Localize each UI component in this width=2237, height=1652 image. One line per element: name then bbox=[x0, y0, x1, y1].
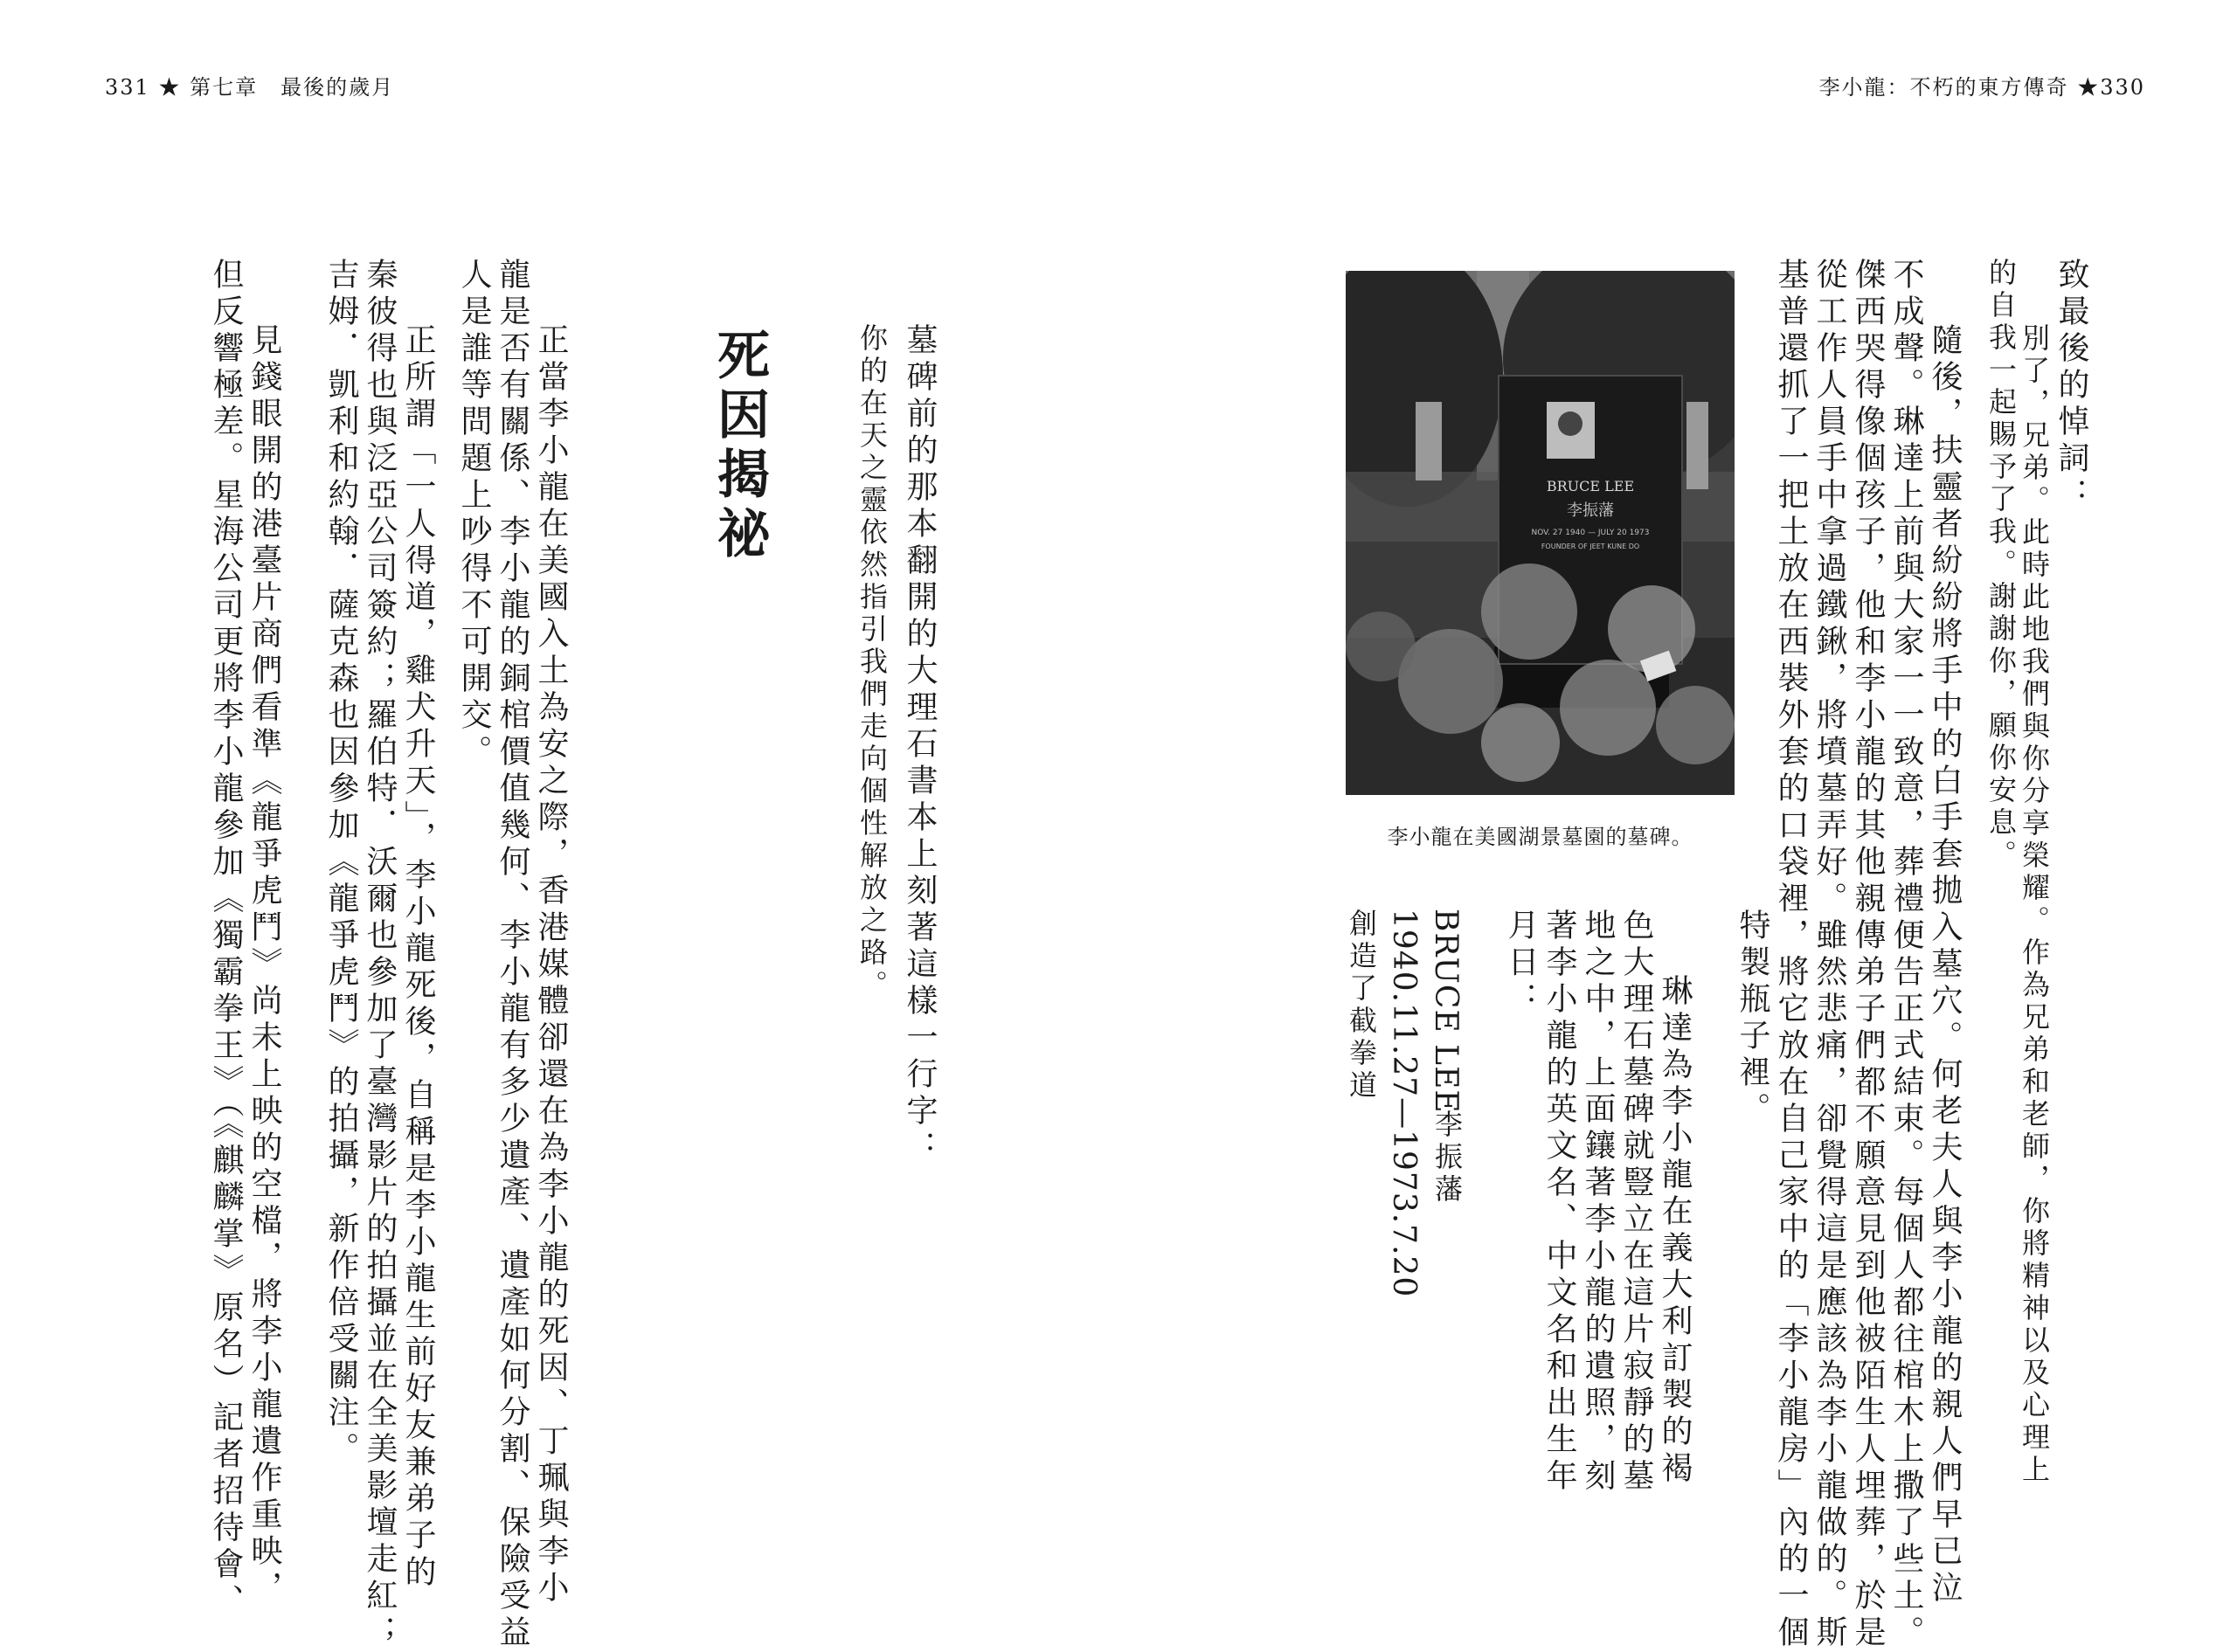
stone-dates-text: NOV. 27 1940 — JULY 20 1973 bbox=[1531, 529, 1650, 537]
eulogy-line-2: 的自我一起賜予了我。謝謝你，願你安息。 bbox=[1984, 258, 2018, 872]
stone-chinese-text: 李振藩 bbox=[1567, 501, 1614, 520]
headstone-photo bbox=[1346, 271, 1735, 795]
right-para1-line-5: 基普還抓了一把土放在西裝外套的口袋裡，將它放在自己家中的「李小龍房」內的一個 bbox=[1773, 258, 1809, 1652]
right-para1-line-4: 從工作人員手中拿過鐵鍬，將墳墓弄好。雖然悲痛，卻覺得這是應該為李小龍做的。斯 bbox=[1811, 258, 1847, 1652]
left-para2-line-1: 正所謂「一人得道，雞犬升天」，李小龍死後，自稱是李小龍生前好友兼弟子的 bbox=[400, 323, 436, 1592]
quote-text: 你的在天之靈依然指引我們走向個性解放之路。 bbox=[855, 323, 889, 1002]
left-para2-line-2: 秦彼得也與泛亞公司簽約；羅伯特．沃爾也參加了臺灣影片的拍攝並在全美影壇走紅； bbox=[362, 258, 398, 1652]
right-para2-line-3: 地之中，上面鑲著李小龍的遺照，刻 bbox=[1580, 909, 1616, 1496]
running-header-right: 李小龍：不朽的東方傳奇 ★330 bbox=[1818, 75, 2145, 100]
quote-intro: 墓碑前的那本翻開的大理石書本上刻著這樣一行字： bbox=[902, 323, 938, 1167]
right-para2-line-1: 琳達為李小龍在義大利訂製的褐 bbox=[1657, 974, 1693, 1488]
left-para2-line-3: 吉姆．凱利和約翰．薩克森也因參加《龍爭虎鬥》的拍攝，新作倍受關注。 bbox=[323, 258, 359, 1469]
inscription-dates: 1940.11.27—1973.7.20 bbox=[1386, 909, 1422, 1298]
right-para2-line-4: 著李小龍的英文名、中文名和出生年 bbox=[1541, 909, 1577, 1496]
right-para1-line-2: 不成聲。琳達上前與大家一一致意，葬禮便告正式結束。每個人都往棺木上撒了些土。 bbox=[1888, 258, 1924, 1652]
eulogy-line-1: 別了，兄弟。此時此地我們與你分享榮耀。作為兄弟和老師，你將精神以及心理上 bbox=[2018, 323, 2051, 1487]
right-para1-line-3: 傑西哭得像個孩子，他和李小龍的其他親傳弟子們都不願意見到他被陌生人埋葬，於是 bbox=[1850, 258, 1886, 1652]
left-para1-line-2: 龍是否有關係、李小龍的銅棺價值幾何、李小龍有多少遺產、遺產如何分割、保險受益 bbox=[495, 258, 530, 1652]
right-para1-line-1: 隨後，扶靈者紛紛將手中的白手套拋入墓穴。何老夫人與李小龍的親人們早已泣 bbox=[1927, 323, 1963, 1607]
left-para1-line-3: 人是誰等問題上吵得不可開交。 bbox=[456, 258, 492, 771]
inscription-name-zh: 李振藩 bbox=[1430, 1109, 1464, 1206]
photo-caption: 李小龍在美國湖景墓園的墓碑。 bbox=[1387, 825, 1693, 849]
left-para3-line-1: 見錢眼開的港臺片商們看準《龍爭虎鬥》尚未上映的空檔，將李小龍遺作重映， bbox=[246, 323, 282, 1607]
inscription-epitaph: 創造了截拳道 bbox=[1345, 909, 1378, 1102]
right-para2-line-2: 色大理石墓碑就豎立在這片寂靜的墓 bbox=[1618, 909, 1654, 1496]
left-para3-line-2: 但反響極差。星海公司更將李小龍參加《獨霸拳王》（《麒麟掌》原名）記者招待會、 bbox=[208, 258, 244, 1621]
eulogy-title: 致最後的悼詞： bbox=[2053, 258, 2089, 515]
stone-name-text: BRUCE LEE bbox=[1546, 478, 1635, 494]
stone-line3-text: FOUNDER OF JEET KUNE DO bbox=[1541, 543, 1640, 550]
right-para2-line-5: 月日： bbox=[1503, 909, 1539, 1019]
inscription-name-en: BRUCE LEE bbox=[1428, 909, 1464, 1114]
right-para1-line-6: 特製瓶子裡。 bbox=[1735, 909, 1770, 1129]
running-header-left: 331 ★ 第七章 最後的歲月 bbox=[105, 75, 395, 100]
left-para1-line-1: 正當李小龍在美國入土為安之際，香港媒體卻還在為李小龍的死因、丁珮與李小 bbox=[533, 323, 569, 1607]
section-title: 死因揭祕 bbox=[709, 328, 770, 565]
